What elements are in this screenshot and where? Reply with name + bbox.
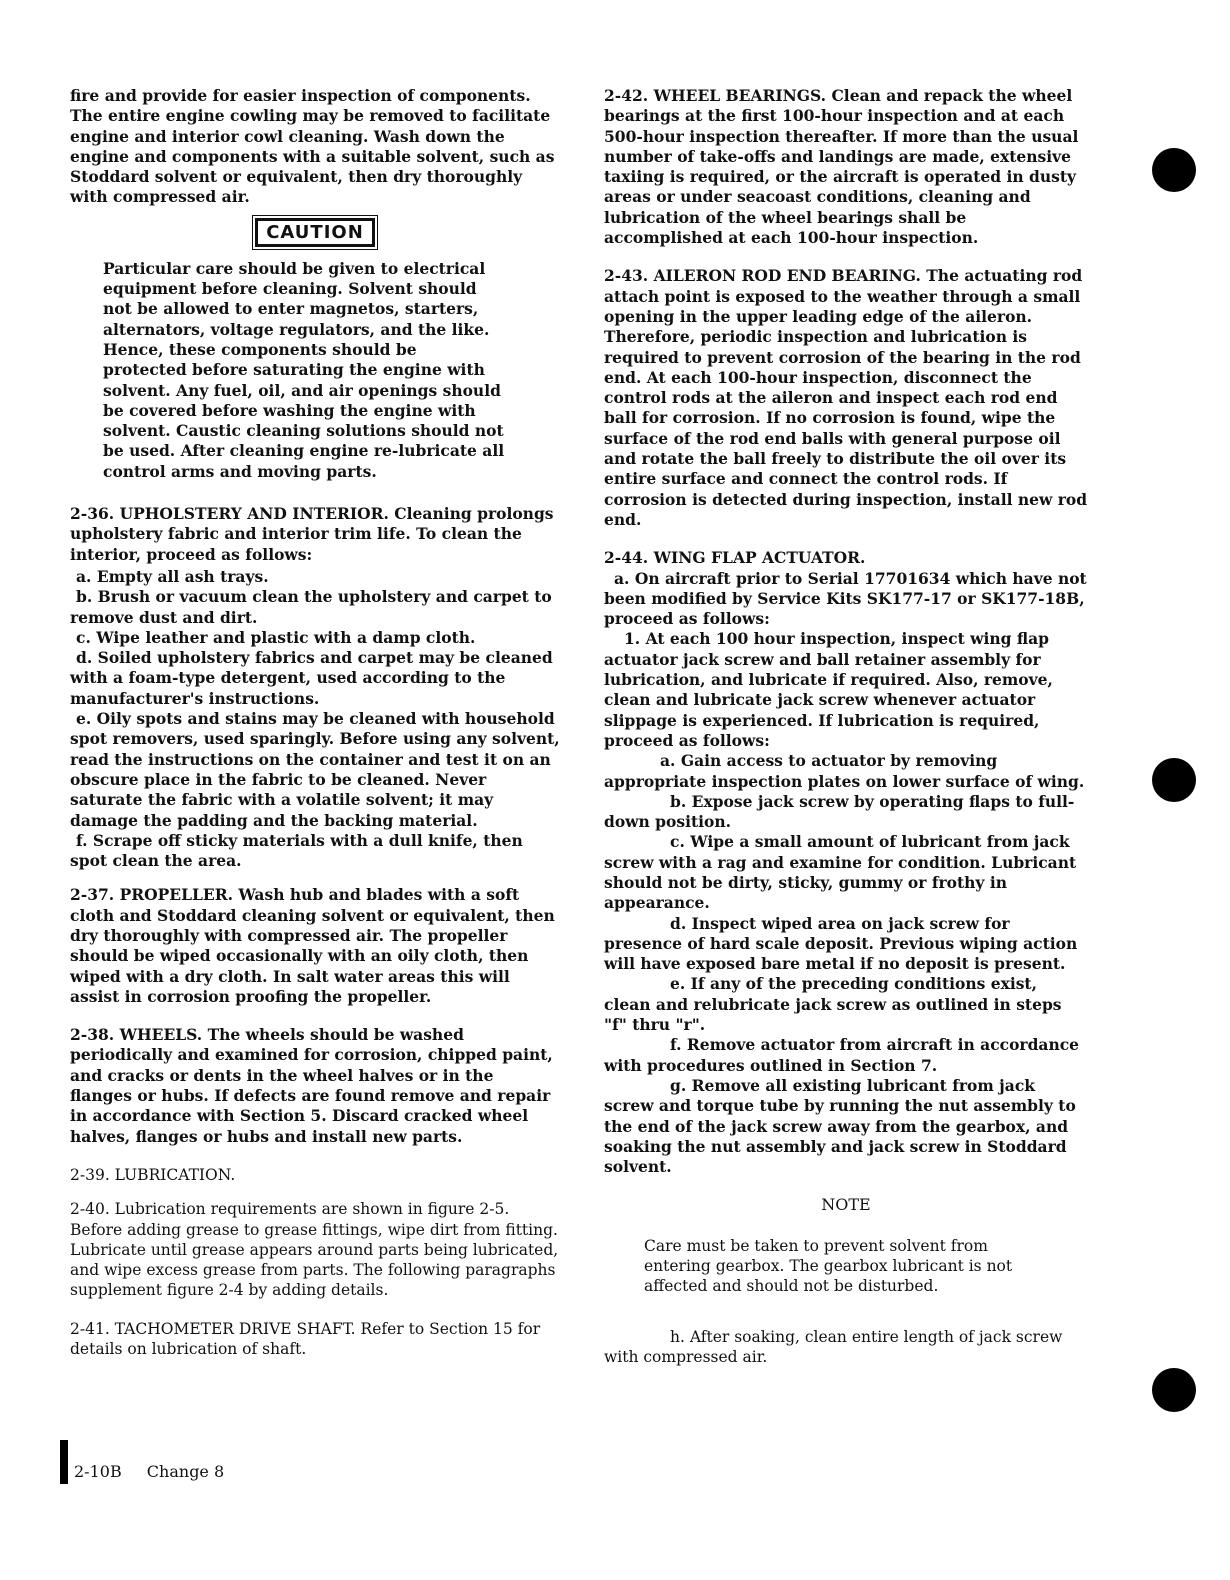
section-2-43: 2-43. AILERON ROD END BEARING. The actuating rod attach point is exposed to the weather through a small opening in the upper leading edge of the aileron. Therefore, periodic inspection and lubrication is required to prevent corrosion of the bearing in the rod end. At each 100-hour inspection, disconnect the control rods at the aileron and inspect each rod end ball for corrosion. If no corrosion is found, wipe the surface of the rod end balls with general purpose oil and rotate the ball freely to distribute the oil over its entire surface and connect the control rods. If corrosion is detected during inspection, install new rod end. [604, 266, 1088, 529]
caution-text: Particular care should be given to electrical equipment before cleaning. Solvent should not be allowed to enter magnetos, starters, alternators, voltage regulators, and the like. Hence, these components should be protected before saturating the engine with solvent. Any fuel, oil, and air openings should be covered before washing the engine with solvent. Caustic cleaning solutions should not be used. After cleaning engine re-lubricate all control arms and moving parts. [103, 258, 505, 481]
list-item: a. Empty all ash trays. [76, 566, 269, 586]
section-2-36: 2-36. UPHOLSTERY AND INTERIOR. Cleaning prolongs upholstery fabric and interior trim life. To clean the interior, proceed as follows: [70, 504, 554, 564]
change-label: Change 8 [146, 1462, 225, 1481]
section-2-44-1: 1. At each 100 hour inspection, inspect wing flap actuator jack screw and ball retainer assembly for lubrication, and lubricate if required. Also, remove, clean and lubricate jack screw whenever actuator slippage is experienced. If lubrication is required, proceed as follows: [604, 629, 1053, 750]
step-b: b. Expose jack screw by operating flaps to full-down position. [604, 791, 1075, 832]
binder-hole-icon [1152, 1368, 1196, 1412]
step-h: h. After soaking, clean entire length of jack screw with compressed air. [604, 1327, 1063, 1366]
section-2-38: 2-38. WHEELS. The wheels should be washed periodically and examined for corrosion, chipped paint, and cracks or dents in the wheel halves or in the flanges or hubs. If defects are found remove and repair in accordance with Section 5. Discard cracked wheel halves, flanges or hubs and install new parts. [70, 1025, 553, 1146]
right-column [604, 86, 1088, 1367]
page-number: 2-10B [74, 1462, 122, 1481]
binder-hole-icon [1152, 148, 1196, 192]
left-column [70, 86, 560, 1369]
step-c: c. Wipe a small amount of lubricant from jack screw with a rag and examine for condition. Lubricant should not be dirty, sticky, gummy or frothy in appearance. [604, 832, 1077, 913]
section-2-39: 2-39. LUBRICATION. [70, 1165, 236, 1184]
binder-hole-icon [1152, 758, 1196, 802]
step-a: a. Gain access to actuator by removing appropriate inspection plates on lower surface of wing. [604, 751, 1085, 791]
section-2-37: 2-37. PROPELLER. Wash hub and blades with a soft cloth and Stoddard cleaning solvent or equivalent, then dry thoroughly with compressed air. The propeller should be wiped occasionally with an oily cloth, then wiped with a dry cloth. In salt water areas this will assist in corrosion proofing the propeller. [70, 885, 555, 1006]
section-2-40: 2-40. Lubrication requirements are shown in figure 2-5. Before adding grease to grease fittings, wipe dirt from fitting. Lubricate until grease appears around parts being lubricated, and wipe excess grease from parts. The following paragraphs supplement figure 2-4 by adding details. [70, 1200, 559, 1300]
step-d: d. Inspect wiped area on jack screw for presence of hard scale deposit. Previous wiping action will have exposed bare metal if no deposit is present. [604, 913, 1078, 974]
section-2-44-heading: 2-44. WING FLAP ACTUATOR. [604, 548, 866, 568]
list-item: d. Soiled upholstery fabrics and carpet may be cleaned with a foam-type detergent, used according to the manufacturer's instructions. [70, 648, 553, 708]
step-e: e. If any of the preceding conditions exist, clean and relubricate jack screw as outlined in steps "f" thru "r". [604, 974, 1062, 1035]
list-item: f. Scrape off sticky materials with a dull knife, then spot clean the area. [70, 830, 523, 871]
list-item: b. Brush or vacuum clean the upholstery and carpet to remove dust and dirt. [70, 587, 552, 627]
intro-paragraph: fire and provide for easier inspection of components. The entire engine cowling may be removed to facilitate engine and interior cowl cleaning. Wash down the engine and components with a suitable solvent, such as Stoddard solvent or equivalent, then dry thoroughly with compressed air. [70, 86, 555, 207]
caution-label: CAUTION [255, 218, 375, 247]
step-g: g. Remove all existing lubricant from jack screw and torque tube by running the nut assembly to the end of the jack screw away from the gearbox, and soaking the nut assembly and jack screw in Stoddard solvent. [604, 1075, 1076, 1177]
note-label: NOTE [821, 1195, 871, 1215]
section-2-41: 2-41. TACHOMETER DRIVE SHAFT. Refer to Section 15 for details on lubrication of shaft. [70, 1319, 541, 1359]
section-2-44-a: a. On aircraft prior to Serial 17701634 which have not been modified by Service Kits SK177-17 or SK177-18B, proceed as follows: [604, 568, 1087, 629]
list-item: e. Oily spots and stains may be cleaned with household spot removers, used sparingly. Before using any solvent, read the instructions on the container and test it on an obscure place in the fabric to be cleaned. Never saturate the fabric with a volatile solvent; it may damage the padding and the backing material. [70, 709, 560, 830]
step-f: f. Remove actuator from aircraft in accordance with procedures outlined in Section 7. [604, 1035, 1080, 1075]
change-bar [60, 1440, 68, 1484]
list-item: c. Wipe leather and plastic with a damp cloth. [76, 627, 476, 647]
section-2-42: 2-42. WHEEL BEARINGS. Clean and repack the wheel bearings at the first 100-hour inspection and at each 500-hour inspection thereafter. If more than the usual number of take-offs and landings are made, extensive taxiing is required, or the aircraft is operated in dusty areas or under seacoast conditions, cleaning and lubrication of the wheel bearings shall be accomplished at each 100-hour inspection. [604, 86, 1079, 248]
caution-box [70, 218, 560, 247]
note-text: Care must be taken to prevent solvent from entering gearbox. The gearbox lubricant is not affected and should not be disturbed. [644, 1236, 1013, 1296]
